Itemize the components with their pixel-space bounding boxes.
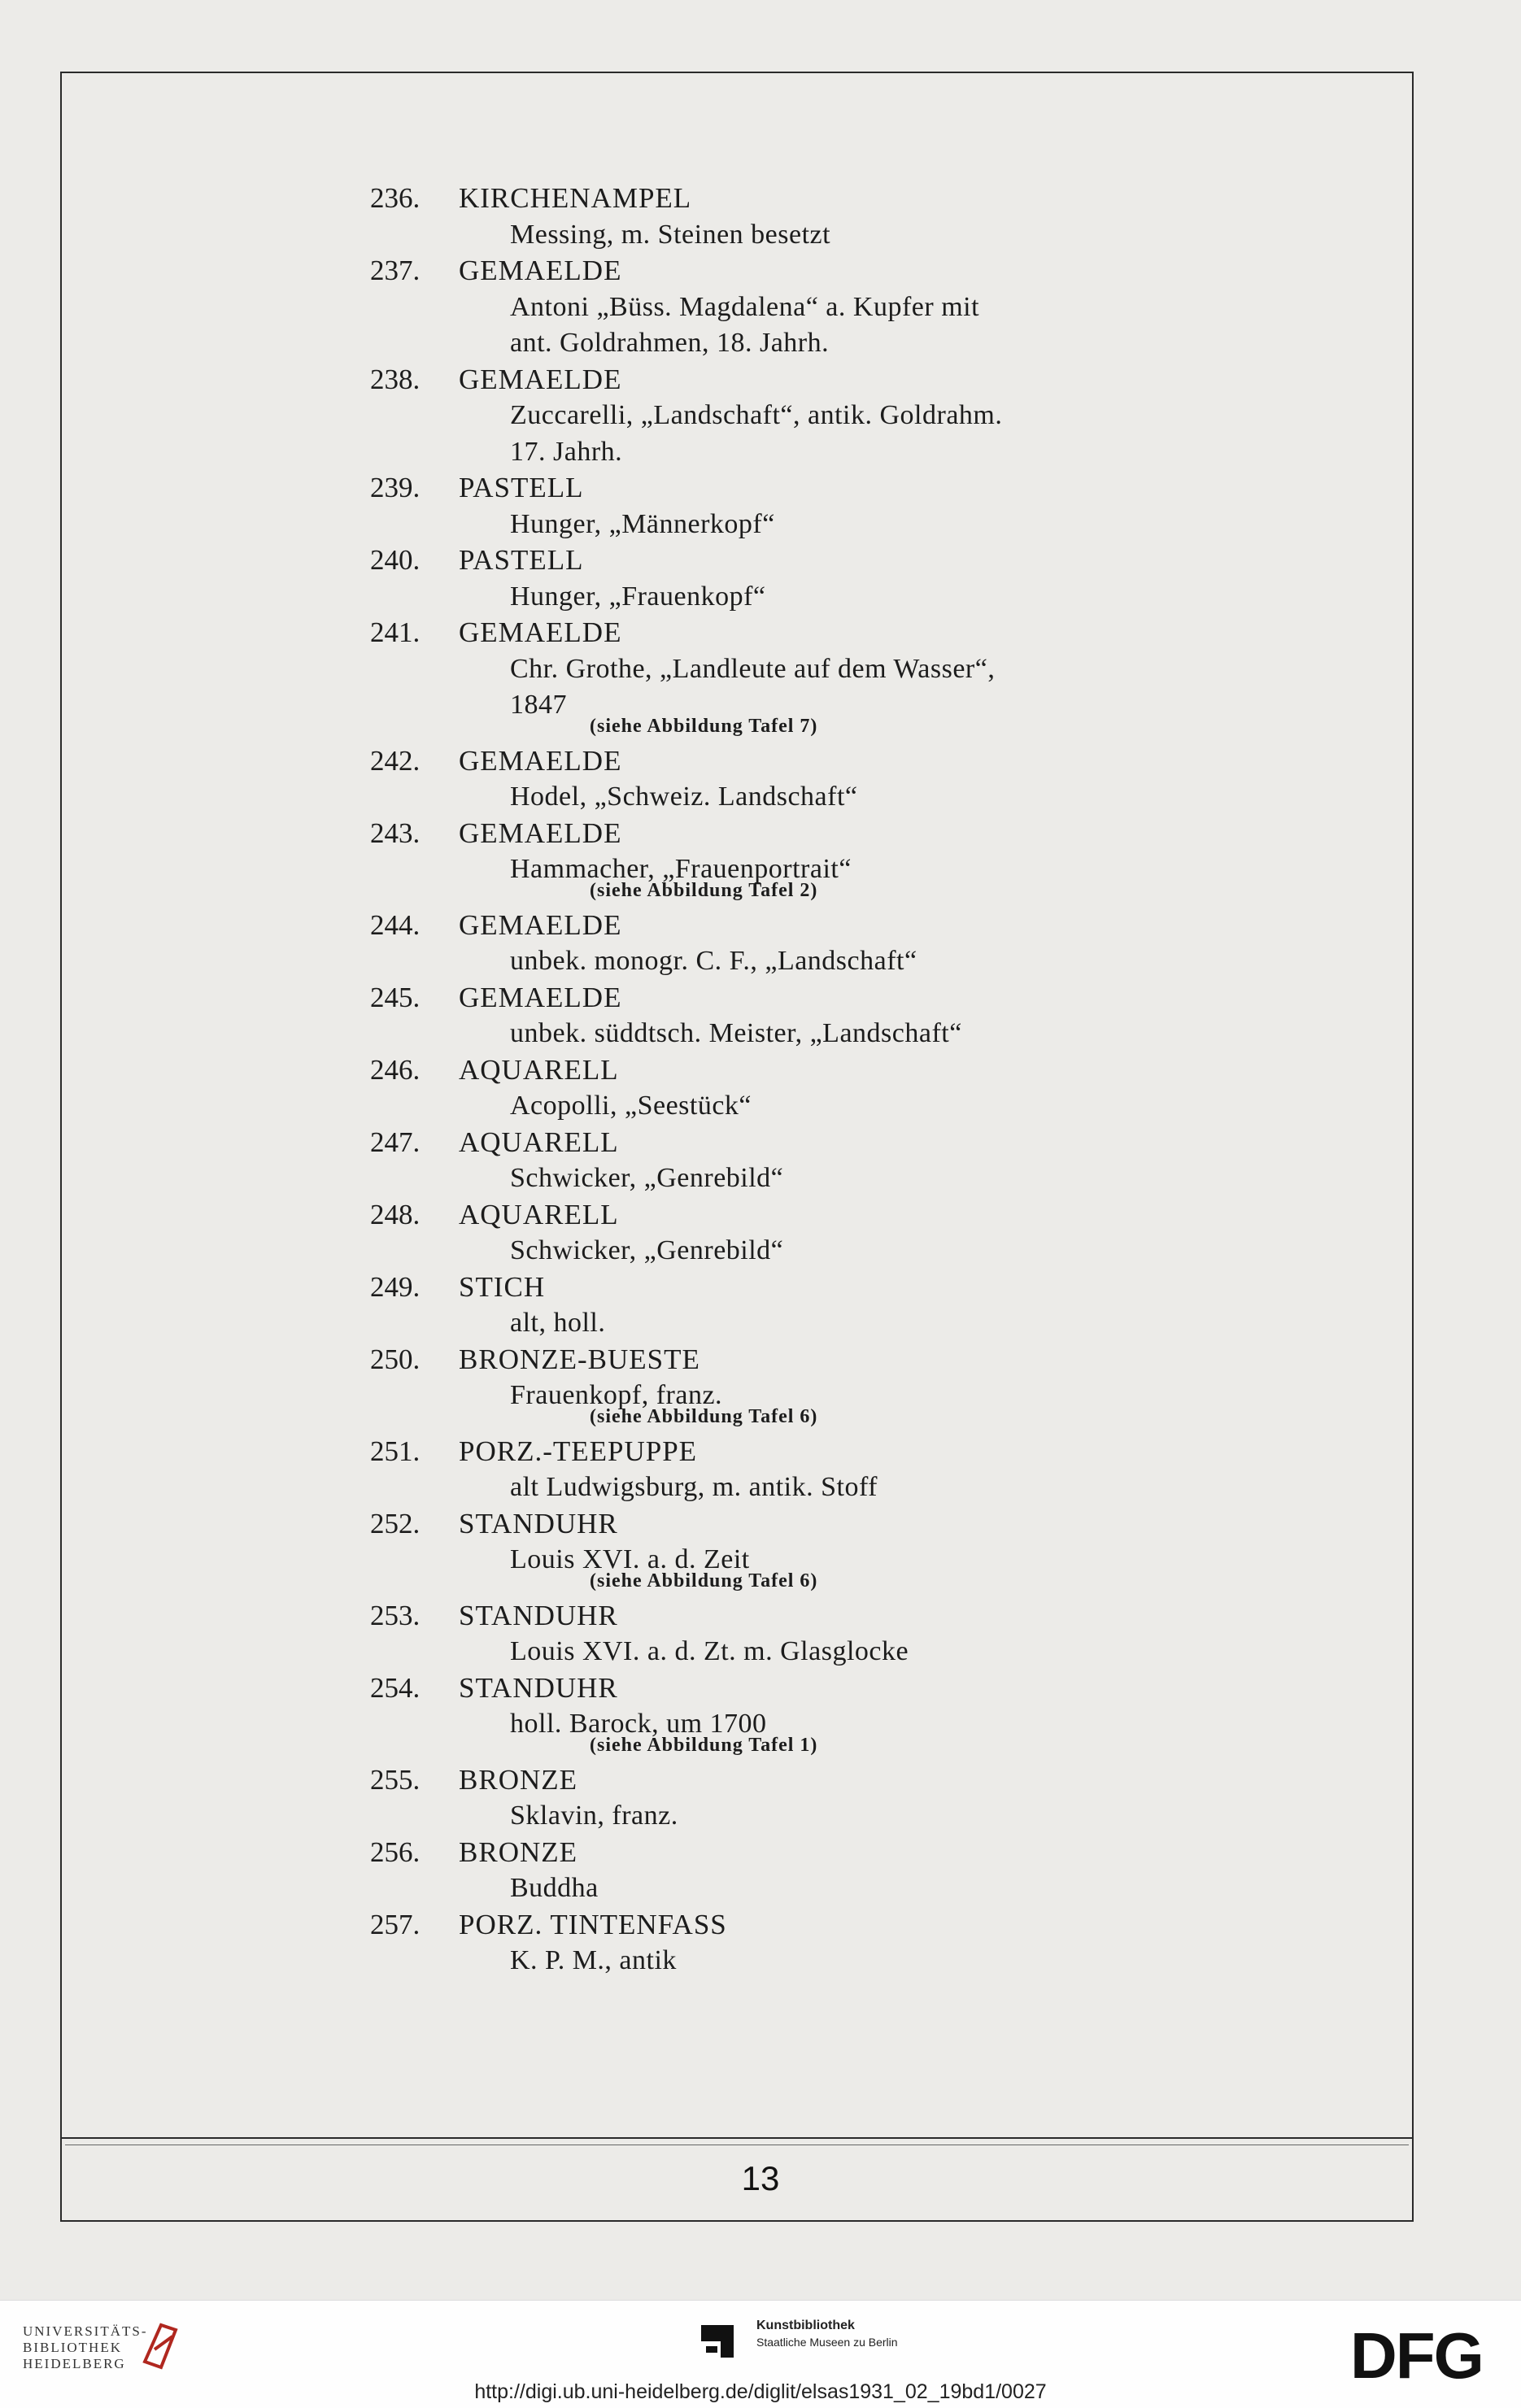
entry-number: 237.: [370, 255, 421, 286]
entry-title: GEMAELDE: [459, 744, 622, 777]
entry-number: 251.: [370, 1435, 421, 1467]
entry-description: K. P. M., antik: [510, 1945, 677, 1975]
university-library-name: [23, 2323, 148, 2372]
entry-description: Chr. Grothe, „Landleute auf dem Wasser“,: [510, 653, 996, 684]
entry-description: alt, holl.: [510, 1308, 606, 1338]
entry-title: STANDUHR: [459, 1599, 618, 1631]
plate-reference-note: (siehe Abbildung Tafel 6): [590, 1405, 818, 1427]
plate-reference-note: (siehe Abbildung Tafel 2): [590, 879, 818, 901]
entry-title: PASTELL: [459, 544, 584, 576]
entry-description: Messing, m. Steinen besetzt: [510, 219, 831, 250]
entry-number: 240.: [370, 544, 421, 576]
entry-title: BRONZE-BUESTE: [459, 1343, 700, 1375]
entry-description: Zuccarelli, „Landschaft“, antik. Goldrahm.: [510, 400, 1003, 430]
entry-title: STANDUHR: [459, 1671, 618, 1704]
entry-title: PORZ. TINTENFASS: [459, 1908, 727, 1940]
entry-number: 252.: [370, 1507, 421, 1539]
plate-reference-note: (siehe Abbildung Tafel 6): [590, 1570, 818, 1592]
university-line-2: BIBLIOTHEK: [23, 2340, 122, 2355]
plate-reference-note: (siehe Abbildung Tafel 1): [590, 1734, 818, 1756]
entry-number: 255.: [370, 1763, 421, 1796]
entry-description: Frauenkopf, franz.: [510, 1380, 723, 1410]
entry-description: holl. Barock, um 1700: [510, 1709, 767, 1739]
entry-description: Hunger, „Männerkopf“: [510, 508, 775, 539]
entry-title: GEMAELDE: [459, 981, 622, 1013]
entry-number: 238.: [370, 363, 421, 395]
entry-number: 250.: [370, 1343, 421, 1375]
entry-description: 1847: [510, 690, 567, 720]
entry-title: STANDUHR: [459, 1507, 618, 1539]
digitization-footer: [0, 2300, 1521, 2408]
entry-description: unbek. monogr. C. F., „Landschaft“: [510, 946, 917, 976]
plate-reference-note: (siehe Abbildung Tafel 7): [590, 715, 818, 737]
entry-number: 248.: [370, 1198, 421, 1230]
entry-title: GEMAELDE: [459, 908, 622, 941]
kunstbibliothek-subtitle: Staatliche Museen zu Berlin: [756, 2336, 898, 2349]
university-line-3: HEIDELBERG: [23, 2356, 126, 2371]
entry-title: AQUARELL: [459, 1198, 619, 1230]
entry-number: 257.: [370, 1908, 421, 1940]
entry-title: BRONZE: [459, 1763, 577, 1796]
entry-title: AQUARELL: [459, 1126, 619, 1158]
university-logo-icon: [137, 2317, 185, 2374]
entry-number: 244.: [370, 908, 421, 941]
entry-number: 247.: [370, 1126, 421, 1158]
entry-title: KIRCHENAMPEL: [459, 182, 692, 214]
university-line-1: UNIVERSITÄTS-: [23, 2323, 148, 2339]
entry-title: STICH: [459, 1270, 546, 1303]
entry-description: 17. Jahrh.: [510, 436, 623, 467]
page-frame-bottom-rule: [60, 2220, 1414, 2222]
entry-number: 256.: [370, 1835, 421, 1868]
entry-description: Acopolli, „Seestück“: [510, 1091, 752, 1121]
entry-description: Sklavin, franz.: [510, 1801, 678, 1831]
kunstbibliothek-label: [756, 2319, 898, 2349]
entry-number: 246.: [370, 1053, 421, 1086]
entry-number: 249.: [370, 1270, 421, 1303]
entry-title: GEMAELDE: [459, 363, 622, 395]
entry-description: ant. Goldrahmen, 18. Jahrh.: [510, 328, 830, 358]
entry-description: Hammacher, „Frauenportrait“: [510, 854, 852, 884]
entry-title: BRONZE: [459, 1835, 577, 1868]
entry-description: unbek. süddtsch. Meister, „Landschaft“: [510, 1018, 962, 1048]
entry-number: 239.: [370, 472, 421, 503]
kunstbibliothek-logo-icon: [696, 2322, 739, 2364]
entry-number: 242.: [370, 744, 421, 777]
page-frame-footer-rule: [60, 2137, 1414, 2139]
entry-number: 245.: [370, 981, 421, 1013]
entry-description: Antoni „Büss. Magdalena“ a. Kupfer mit: [510, 291, 980, 322]
entry-description: Buddha: [510, 1873, 599, 1903]
entry-description: alt Ludwigsburg, m. antik. Stoff: [510, 1472, 878, 1502]
entry-number: 254.: [370, 1671, 421, 1704]
entry-number: 243.: [370, 816, 421, 849]
kunstbibliothek-title: Kunstbibliothek: [756, 2319, 855, 2332]
entry-number: 241.: [370, 616, 421, 648]
entry-description: Schwicker, „Genrebild“: [510, 1163, 784, 1193]
entry-description: Hunger, „Frauenkopf“: [510, 581, 766, 612]
entry-number: 253.: [370, 1599, 421, 1631]
dfg-logo: DFG: [1350, 2319, 1483, 2392]
entry-description: Schwicker, „Genrebild“: [510, 1235, 784, 1265]
entry-title: PASTELL: [459, 472, 584, 503]
entry-description: Hodel, „Schweiz. Landschaft“: [510, 782, 858, 812]
entry-title: AQUARELL: [459, 1053, 619, 1086]
entry-description: Louis XVI. a. d. Zt. m. Glasglocke: [510, 1636, 909, 1666]
entry-title: PORZ.-TEEPUPPE: [459, 1435, 698, 1467]
source-url-link[interactable]: http://digi.ub.uni-heidelberg.de/diglit/elsas1931_02_19bd1/0027: [474, 2380, 1047, 2403]
entry-description: Louis XVI. a. d. Zeit: [510, 1544, 750, 1574]
entry-title: GEMAELDE: [459, 255, 622, 286]
entry-title: GEMAELDE: [459, 616, 622, 648]
entry-title: GEMAELDE: [459, 816, 622, 849]
page-number: 13: [741, 2159, 780, 2197]
entry-number: 236.: [370, 182, 421, 214]
